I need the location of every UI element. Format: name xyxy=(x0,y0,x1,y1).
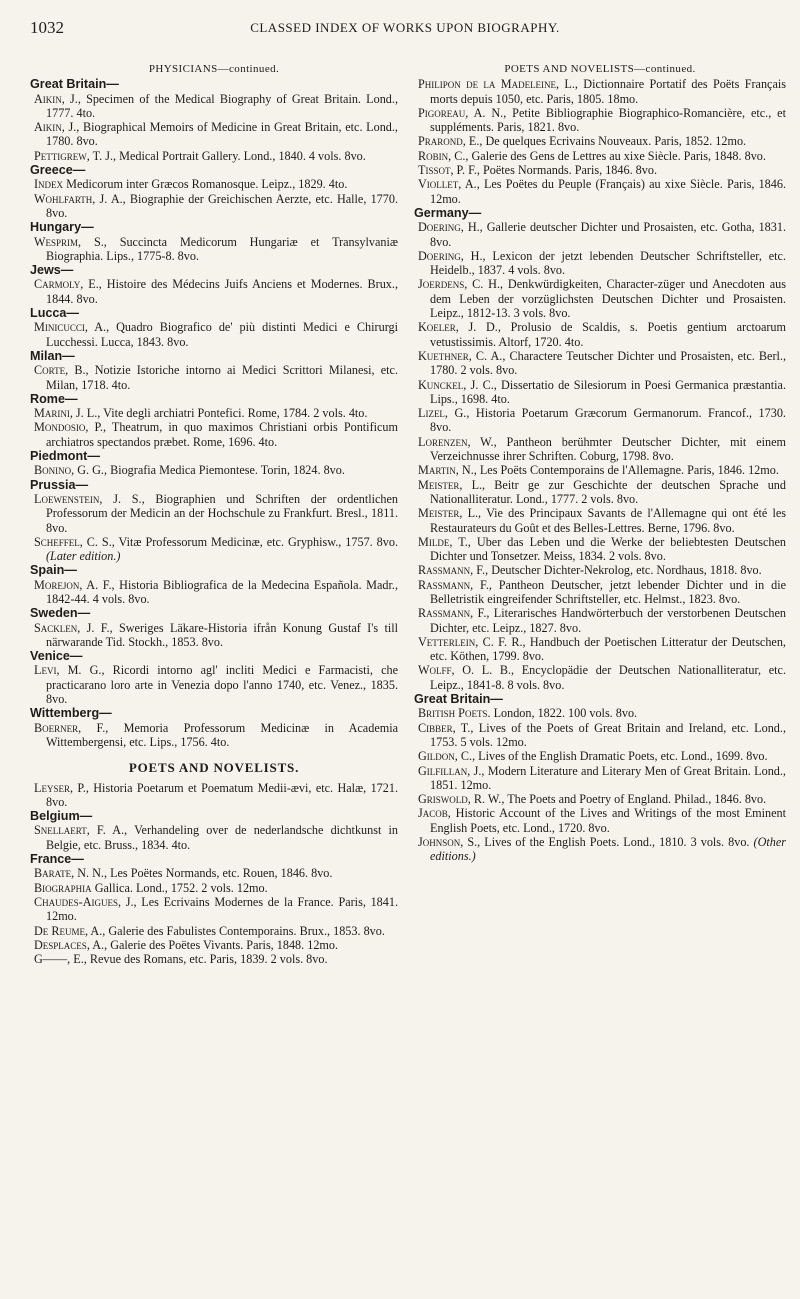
entry-details: Lexicon der jetzt lebenden Deutscher Schriftsteller, etc. Heidelb., 1837. 4 vols. 8vo. xyxy=(430,248,786,278)
country-heading: Milan— xyxy=(30,348,75,363)
entry-details: Sweriges Läkare-Historia ifrån Konung Gustaf I's till närwarande Tid. Stockh., 1853. 8vo. xyxy=(46,620,398,649)
entry-details: Memoria Professorum Medicinæ in Academia Wittembergensi, etc. Lips., 1756. 4to. xyxy=(46,720,398,749)
entry-author: Corte, B., xyxy=(34,363,89,378)
index-entry xyxy=(414,635,786,664)
index-entry xyxy=(414,220,786,249)
entry-author: Scheffel, C. S., xyxy=(34,534,115,549)
entry-details: Gallica. Lond., 1752. 2 vols. 12mo. xyxy=(91,880,268,895)
country-heading: Belgium— xyxy=(30,809,93,824)
entry-details: Gallerie deutscher Dichter und Prosaisten, etc. Gotha, 1831. 8vo. xyxy=(430,220,787,249)
country-group xyxy=(414,692,786,864)
country-group xyxy=(30,606,398,649)
index-entry xyxy=(414,249,786,278)
entry-author: Wesprim, S., xyxy=(34,234,107,249)
entry-details: The Poets and Poetry of England. Philad., 1846. 8vo. xyxy=(504,792,767,807)
index-entry xyxy=(30,663,398,706)
page-header xyxy=(30,18,780,42)
index-entry xyxy=(414,77,786,106)
index-entry xyxy=(414,320,786,349)
entry-author: Bonino, G. G., xyxy=(34,463,108,478)
country-heading: Jews— xyxy=(30,263,74,278)
entry-details: Literarisches Handwörterbuch der verstorbenen Deutschen Dichter, etc. Leipz., 1827. 8vo. xyxy=(430,606,786,635)
index-entry xyxy=(414,792,786,806)
entry-details: Poëtes Normands. Paris, 1846. 8vo. xyxy=(479,163,658,178)
country-group xyxy=(414,206,786,692)
entry-details: Historia Bibliografica de la Medecina Española. Madr., 1842-44. 4 vols. 8vo. xyxy=(46,577,398,606)
index-entry xyxy=(414,806,786,835)
entry-author: Philipon de la Madeleine, L., xyxy=(418,77,578,92)
index-entry xyxy=(30,192,398,221)
country-group xyxy=(30,478,398,564)
entry-author: Lizel, G., xyxy=(418,406,470,421)
entry-details: Specimen of the Medical Biography of Great Britain. Lond., 1777. 4to. xyxy=(46,91,398,120)
entry-author: Milde, T., xyxy=(418,534,471,549)
entry-details: Les Poëtes du Peuple (Français) au xixe Siècle. Paris, 1846. 12mo. xyxy=(430,177,786,206)
country-group xyxy=(30,392,398,449)
entry-author: Carmoly, E., xyxy=(34,277,102,292)
index-entry xyxy=(30,406,398,420)
entry-details: Denkwürdigkeiten, Character-züger und Anecdoten aus dem Leben der vorzüglichsten Deutschen Dichter und Prosaisten. Leipz., 1812-13. 3 vols. 8vo. xyxy=(430,277,786,321)
country-group xyxy=(30,220,398,263)
index-entry xyxy=(414,106,786,135)
entry-details: Pantheon Deutscher, jetzt lebender Dichter und in die Belletristik eingreifender Schriftsteller, etc. Helmst., 1823. 8vo. xyxy=(430,577,786,606)
index-entry xyxy=(30,621,398,650)
entry-author: Wohlfarth, J. A., xyxy=(34,191,126,206)
entry-details: Biografia Medica Piemontese. Torin, 1824. 8vo. xyxy=(107,463,345,478)
entry-author: Biographia xyxy=(34,880,92,895)
entry-details: Historic Account of the Lives and Writings of the most Eminent English Poets, etc. Lond., 1720. 8vo. xyxy=(430,806,786,835)
entry-author: Kuethner, C. A., xyxy=(418,348,506,363)
index-entry xyxy=(30,92,398,121)
index-entry xyxy=(414,764,786,793)
index-entry xyxy=(414,406,786,435)
entry-author: Marini, J. L., xyxy=(34,406,101,421)
country-group xyxy=(30,163,398,220)
entry-details: Beitr ge zur Geschichte der deutschen Sprache und Nationalliteratur. Lond., 1777. 2 vols. 8vo. xyxy=(430,477,786,506)
entry-details: Galerie des Fabulistes Contemporains. Brux., 1853. 8vo. xyxy=(105,923,385,938)
entry-details: Medicorum inter Græcos Romanosque. Leipz., 1829. 4to. xyxy=(63,177,348,192)
entry-author: Griswold, R. W., xyxy=(418,792,505,807)
entry-author: G——, E., xyxy=(34,952,87,967)
entry-author: Meister, L., xyxy=(418,477,486,492)
index-entry xyxy=(414,163,786,177)
index-entry xyxy=(30,578,398,607)
entry-details: Encyclopädie der Deutschen Nationalliteratur, etc. Leipz., 1841-8. 8 vols. 8vo. xyxy=(430,663,786,692)
index-entry xyxy=(30,320,398,349)
entry-author: Mondosio, P., xyxy=(34,420,107,435)
entry-details: Biographical Memoirs of Medicine in Great Britain, etc. Lond., 1780. 8vo. xyxy=(46,120,398,149)
section-heading: POETS AND NOVELISTS. xyxy=(128,760,300,776)
index-entry xyxy=(30,235,398,264)
index-entry xyxy=(30,492,398,535)
left-groups-2 xyxy=(30,809,398,966)
entry-details: De quelques Ecrivains Nouveaux. Paris, 1852. 12mo. xyxy=(482,134,747,149)
index-entry xyxy=(414,478,786,507)
entry-author: Chaudes-Aigues, J., xyxy=(34,894,137,909)
country-heading: Spain— xyxy=(30,563,77,578)
entry-details: London, 1822. 100 vols. 8vo. xyxy=(490,706,638,721)
entry-author: Desplaces, A., xyxy=(34,937,108,952)
entry-details: Ricordi intorno agl' incliti Medici e Farmacisti, che practicarano loro arte in Venezia dopo l'anno 1740, etc. Venez., 1835. 8vo. xyxy=(46,663,399,707)
index-entry xyxy=(30,823,398,852)
country-group xyxy=(30,706,398,749)
entry-author: Leyser, P., xyxy=(34,780,89,795)
entry-author: British Poets. xyxy=(418,706,491,721)
entry-author: Gilfillan, J., xyxy=(418,763,485,778)
country-group xyxy=(30,349,398,392)
entry-details: Modern Literature and Literary Men of Great Britain. Lond., 1851. 12mo. xyxy=(430,763,786,792)
entry-details: Deutscher Dichter-Nekrolog, etc. Nordhaus, 1818. 8vo. xyxy=(488,563,762,578)
entry-author: Index xyxy=(34,177,64,192)
country-heading: Lucca— xyxy=(30,306,79,321)
entry-author: Cibber, T., xyxy=(418,720,474,735)
entry-details: Vitæ Professorum Medicinæ, etc. Gryphisw., 1757. 8vo. xyxy=(114,534,398,549)
entry-author: Meister, L., xyxy=(418,506,482,521)
entry-author: Snellaert, F. A., xyxy=(34,823,128,838)
entry-author: Gildon, C., xyxy=(418,749,476,764)
index-entry xyxy=(414,177,786,206)
entry-author: De Reume, A., xyxy=(34,923,106,938)
left-column xyxy=(30,62,398,966)
country-heading: Piedmont— xyxy=(30,449,100,464)
index-entry xyxy=(414,134,786,148)
entry-author: Pettigrew, T. J., xyxy=(34,148,117,163)
index-entry xyxy=(414,563,786,577)
country-heading: Greece— xyxy=(30,163,86,178)
entry-note: (Later edition.) xyxy=(46,549,121,564)
entry-details: Vite degli archiatri Pontefici. Rome, 1784. 2 vols. 4to. xyxy=(100,406,368,421)
index-entry xyxy=(30,177,398,191)
entry-details: Theatrum, in quo maximos Christiani orbis Pontificum archiatros spectandos præbet. Rome, 1696. 4to. xyxy=(46,420,399,449)
entry-author: Minicucci, A., xyxy=(34,320,110,335)
country-heading: Germany— xyxy=(414,205,482,220)
entry-details: Dissertatio de Silesiorum in Poesi Germanica præstantia. Lips., 1698. 4to. xyxy=(430,377,787,406)
index-entry xyxy=(414,663,786,692)
entry-author: Doering, H., xyxy=(418,220,483,235)
entry-author: Kunckel, J. C., xyxy=(418,377,497,392)
running-head: CLASSED INDEX OF WORKS UPON BIOGRAPHY. xyxy=(250,20,560,35)
index-entry xyxy=(414,277,786,320)
entry-author: Johnson, S., xyxy=(418,835,481,850)
entry-details: Notizie Istoriche intorno ai Medici Scrittori Milanesi, etc. Milan, 1718. 4to. xyxy=(46,363,398,392)
right-groups xyxy=(414,206,786,864)
entry-details: Historia Poetarum et Poematum Medii-ævi, etc. Halæ, 1721. 8vo. xyxy=(46,780,399,809)
entry-author: Doering, H., xyxy=(418,248,486,263)
country-heading: Great Britain— xyxy=(414,692,503,707)
country-heading: Venice— xyxy=(30,649,83,664)
country-heading: Hungary— xyxy=(30,220,94,235)
country-group xyxy=(30,852,398,966)
entry-details: Galerie des Poëtes Vivants. Paris, 1848. 12mo. xyxy=(107,937,339,952)
index-entry xyxy=(30,924,398,938)
entry-author: Tissot, P. F., xyxy=(418,163,480,178)
entry-details: Revue des Romans, etc. Paris, 1839. 2 vols. 8vo. xyxy=(86,952,328,967)
entry-details: Charactere Teutscher Dichter und Prosaisten, etc. Berl., 1780. 2 vols. 8vo. xyxy=(430,348,786,378)
country-heading: Sweden— xyxy=(30,606,91,621)
index-entry xyxy=(30,721,398,750)
entry-author: Morejon, A. F., xyxy=(34,577,115,592)
index-entry xyxy=(414,435,786,464)
lead-entries xyxy=(414,77,786,206)
entry-note: (Other editions.) xyxy=(430,835,787,864)
entry-details: Lives of the Poets of Great Britain and Ireland, etc. Lond., 1753. 5 vols. 12mo. xyxy=(430,720,786,749)
right-column xyxy=(414,62,786,864)
entry-details: Vie des Principaux Savants de l'Allemagne qui ont été les Restaurateurs du Goût et des Belles-Lettres. Berne, 1796. 8vo. xyxy=(430,506,786,535)
page-number: 1032 xyxy=(30,18,64,37)
index-entry xyxy=(30,463,398,477)
entry-author: Robin, C., xyxy=(418,148,469,163)
index-entry xyxy=(414,606,786,635)
entry-author: Sacklen, J. F., xyxy=(34,620,113,635)
entry-author: Rassmann, F., xyxy=(418,563,489,578)
continuation-heading: POETS AND NOVELISTS—continued. xyxy=(504,63,696,75)
entry-details: Biographie der Greichischen Aerzte, etc. Halle, 1770. 8vo. xyxy=(46,191,398,220)
entry-details: Prolusio de Scaldis, s. Poetis gentium arctoarum vetustissimis. Altorf, 1720. 4to. xyxy=(430,320,786,349)
continuation-heading: PHYSICIANS—continued. xyxy=(148,63,280,75)
entry-author: Lorenzen, W., xyxy=(418,434,497,449)
entry-details: Medical Portrait Gallery. Lond., 1840. 4 vols. 8vo. xyxy=(116,148,366,163)
index-entry xyxy=(30,938,398,952)
entry-author: Aikin, J., xyxy=(34,91,81,106)
country-group xyxy=(30,306,398,349)
country-heading: France— xyxy=(30,852,84,867)
entry-author: Vetterlein, C. F. R., xyxy=(418,634,526,649)
index-entry xyxy=(414,535,786,564)
entry-author: Wolff, O. L. B., xyxy=(418,663,515,678)
index-entry xyxy=(30,866,398,880)
entry-author: Boerner, F., xyxy=(34,720,109,735)
entry-details: Succincta Medicorum Hungariæ et Transylvaniæ Biographia. Lips., 1775-8. 8vo. xyxy=(46,234,398,263)
entry-author: Rassmann, F., xyxy=(418,606,490,621)
index-entry xyxy=(414,721,786,750)
country-group xyxy=(30,649,398,706)
entry-author: Martin, N., xyxy=(418,463,477,478)
entry-details: Dictionnaire Portatif des Poëts Français morts depuis 1050, etc. Paris, 1805. 18mo. xyxy=(430,77,786,106)
entry-details: Lives of the English Dramatic Poets, etc. Lond., 1699. 8vo. xyxy=(475,749,768,764)
index-entry xyxy=(30,781,398,810)
index-entry xyxy=(30,277,398,306)
index-entry xyxy=(414,378,786,407)
entry-author: Loewenstein, J. S., xyxy=(34,491,145,506)
index-entry xyxy=(30,881,398,895)
index-entry xyxy=(30,363,398,392)
entry-author: Levi, M. G., xyxy=(34,663,105,678)
index-entry xyxy=(414,506,786,535)
index-entry xyxy=(30,895,398,924)
index-entry xyxy=(414,149,786,163)
entry-author: Aikin, J., xyxy=(34,120,80,135)
entry-details: Verhandeling over de nederlandsche dichtkunst in Belgie, etc. Bruss., 1834. 4to. xyxy=(46,823,398,852)
entry-author: Barate, N. N., xyxy=(34,866,108,881)
index-entry xyxy=(414,578,786,607)
entry-details: Galerie des Gens de Lettres au xixe Siècle. Paris, 1848. 8vo. xyxy=(468,148,766,163)
index-entry xyxy=(30,420,398,449)
index-entry xyxy=(30,149,398,163)
country-heading: Rome— xyxy=(30,391,78,406)
index-entry xyxy=(30,535,398,564)
index-entry xyxy=(30,952,398,966)
entry-details: Les Ecrivains Modernes de la France. Paris, 1841. 12mo. xyxy=(46,894,398,924)
entry-details: Petite Bibliographie Biographico-Romancière, etc., et suppléments. Paris, 1821. 8vo. xyxy=(430,105,786,135)
entry-details: Lives of the English Poets. Lond., 1810. 3 vols. 8vo. xyxy=(480,835,754,850)
country-heading: Great Britain— xyxy=(30,77,119,92)
index-entry xyxy=(414,835,786,864)
index-entry xyxy=(30,120,398,149)
entry-details: Histoire des Médecins Juifs Anciens et Modernes. Brux., 1844. 8vo. xyxy=(46,277,398,306)
country-group xyxy=(30,263,398,306)
country-group xyxy=(30,77,398,163)
entry-author: Pigoreau, A. N., xyxy=(418,105,507,120)
entry-author: Koeler, J. D., xyxy=(418,320,501,335)
index-entry xyxy=(414,349,786,378)
entry-author: Rassmann, F., xyxy=(418,577,492,592)
country-group xyxy=(30,563,398,606)
entry-details: Biographien und Schriften der ordentlichen Professorum der Medicin an der Hochschule zu Frankfurt. Bresl., 1811. 8vo. xyxy=(46,491,398,535)
entry-details: Uber das Leben und die Werke der beliebtesten Deutschen Dichter und Tonsetzer. Meiss, 1834. 2 vols. 8vo. xyxy=(430,534,786,564)
entry-details: Historia Poetarum Græcorum Germanorum. Francof., 1730. 8vo. xyxy=(430,406,786,435)
country-heading: Prussia— xyxy=(30,477,89,492)
entry-details: Handbuch der Poetischen Litteratur der Deutschen, etc. Köthen, 1799. 8vo. xyxy=(430,634,786,664)
entry-author: Joerdens, C. H., xyxy=(418,277,504,292)
index-entry xyxy=(414,706,786,720)
entry-details: Quadro Biografico de' più distinti Medici e Chirurgi Lucchessi. Lucca, 1843. 8vo. xyxy=(46,320,399,349)
entry-details: Les Poëts Contemporains de l'Allemagne. Paris, 1846. 12mo. xyxy=(476,463,779,478)
entry-author: Prarond, E., xyxy=(418,134,483,149)
index-entry xyxy=(414,463,786,477)
country-group xyxy=(30,809,398,852)
entry-details: Pantheon berühmter Deutscher Dichter, mit einem Verzeichnusse ihrer Schriften. Coburg, 1798. 8vo. xyxy=(430,434,786,464)
entry-details: Les Poëtes Normands, etc. Rouen, 1846. 8vo. xyxy=(107,866,333,881)
section-entries xyxy=(30,781,398,810)
entry-author: Jacob, xyxy=(418,806,451,821)
entry-author: Viollet, A., xyxy=(418,177,480,192)
index-entry xyxy=(414,749,786,763)
country-group xyxy=(30,449,398,478)
left-groups xyxy=(30,77,398,749)
country-heading: Wittemberg— xyxy=(30,706,112,721)
